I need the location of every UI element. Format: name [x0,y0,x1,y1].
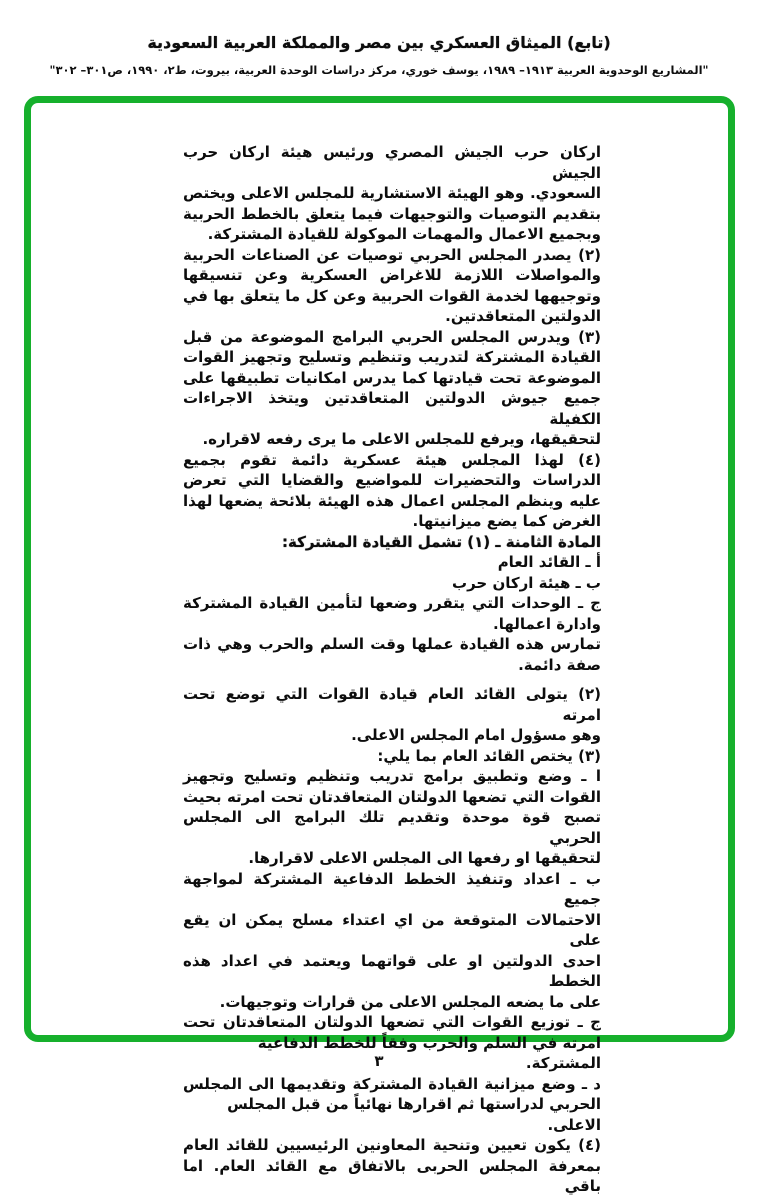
text-line: (٣) يختص القائد العام بما يلي: [377,746,601,765]
text-line: الاحتمالات المتوقعة من اي اعتداء مسلح يمكن ان يقع على [183,910,601,949]
page-number: ٣ [374,1052,384,1070]
text-line: ج ـ الوحدات التي يتقرر وضعها لتأمين القيادة المشتركة [183,594,601,612]
text-line: جميع جيوش الدولتين المتعاقدتين ويتخذ الاجراءات الكفيلة [183,389,601,428]
text-line: اركان حرب الجيش المصري ورئيس هيئة اركان حرب الجيش [183,143,601,182]
text-line: وتوجيهها لخدمة القوات الحربية وعن كل ما يتعلق بها في [183,286,601,305]
text-line: لتحقيقها، ويرفع للمجلس الاعلى ما يرى رفعه لاقراره. [202,430,601,448]
text-line: السعودي. وهو الهيئة الاستشارية للمجلس الاعلى ويختص [183,184,601,202]
text-line: امرته في السلم والحرب وفقاً للخطط الدفاعية المشتركة. [257,1033,601,1072]
text-line: أ ـ القائد العام [497,553,601,571]
text-line: (٤) لهذا المجلس هيئة عسكرية دائمة تقوم بجميع [183,450,601,469]
page-title: (تابع) الميثاق العسكري بين مصر والمملكة العربية السعودية [147,33,611,52]
text-line: ب ـ اعداد وتنفيذ الخطط الدفاعية المشتركة لمواجهة جميع [183,869,601,908]
text-line: بتقديم التوصيات والتوجيهات فيما يتعلق بالخطط الحربية [183,204,601,223]
text-line: وهو مسؤول امام المجلس الاعلى. [351,726,601,744]
citation: "المشاريع الوحدوية العربية ١٩١٣– ١٩٨٩، يوسف خوري، مركز دراسات الوحدة العربية، بيروت، ط٢، ١٩٩٠، ص٣٠١– ٣٠٢" [49,63,709,77]
text-line: الدولتين المتعاقدتين. [445,307,601,325]
text-line: د ـ وضع ميزانية القيادة المشتركة وتقديمها الى المجلس [183,1074,601,1093]
document-lines [183,142,601,1197]
text-line: وبجميع الاعمال والمهمات الموكولة للقيادة المشتركة. [207,225,601,243]
text-line: القيادة المشتركة لتدريب وتنظيم وتسليح وتجهيز القوات [183,348,601,366]
text-line: الدراسات والتحضيرات للمواضيع والقضايا التي تعرض [183,471,601,489]
text-line: (٢) يتولى القائد العام قيادة القوات التي توضع تحت امرته [183,685,601,724]
text-line: ب ـ هيئة اركان حرب [452,573,601,592]
text-line: (٣) ويدرس المجلس الحربي البرامج الموضوعة من قبل [183,327,601,346]
text-line: احدى الدولتين او على قواتهما ويعتمد في اعداد هذه الخطط [183,951,601,990]
text-line: تمارس هذه القيادة عملها وقت السلم والحرب وهي ذات [183,635,601,653]
text-line: الغرض كما يضع ميزانيتها. [412,512,601,530]
text-line: وادارة اعمالها. [493,614,601,633]
text-line: لتحقيقها او رفعها الى المجلس الاعلى لاقرارها. [248,849,601,867]
text-line: بمعرفة المجلس الحربى بالاتفاق مع القائد العام. اما باقي [183,1156,601,1195]
text-line: الحربي لدراستها ثم اقرارها نهائياً من قبل المجلس الاعلى. [227,1095,601,1134]
article-heading-line: المادة الثامنة ـ (١) تشمل القيادة المشتركة: [282,532,601,551]
text-line: صفة دائمة. [518,655,601,674]
text-line: (٤) يكون تعيين وتنحية المعاونين الرئيسيين للقائد العام [183,1136,601,1154]
text-line: والمواصلات اللازمة للاغراض العسكرية وعن تنسيقها [183,266,601,284]
text-line: عليه وينظم المجلس اعمال هذه الهيئة بلائحة يضعها لهذا [183,491,601,510]
text-line: ج ـ توزيع القوات التي تضعها الدولتان المتعاقدتان تحت [183,1013,601,1031]
text-line: (٢) يصدر المجلس الحربي توصيات عن الصناعات الحربية [183,245,601,264]
text-line: القوات التي تضعها الدولتان المتعاقدتان تحت امرته بحيث [183,787,601,806]
text-line: ا ـ وضع وتطبيق برامج تدريب وتنظيم وتسليح وتجهيز [183,767,601,785]
text-line: على ما يضعه المجلس الاعلى من قرارات وتوجيهات. [219,992,601,1011]
text-line: الموضوعة تحت قيادتها كما يدرس امكانيات تطبيقها على [183,368,601,387]
text-line: تصبح قوة موحدة وتقديم تلك البرامج الى المجلس الحربي [183,808,601,847]
